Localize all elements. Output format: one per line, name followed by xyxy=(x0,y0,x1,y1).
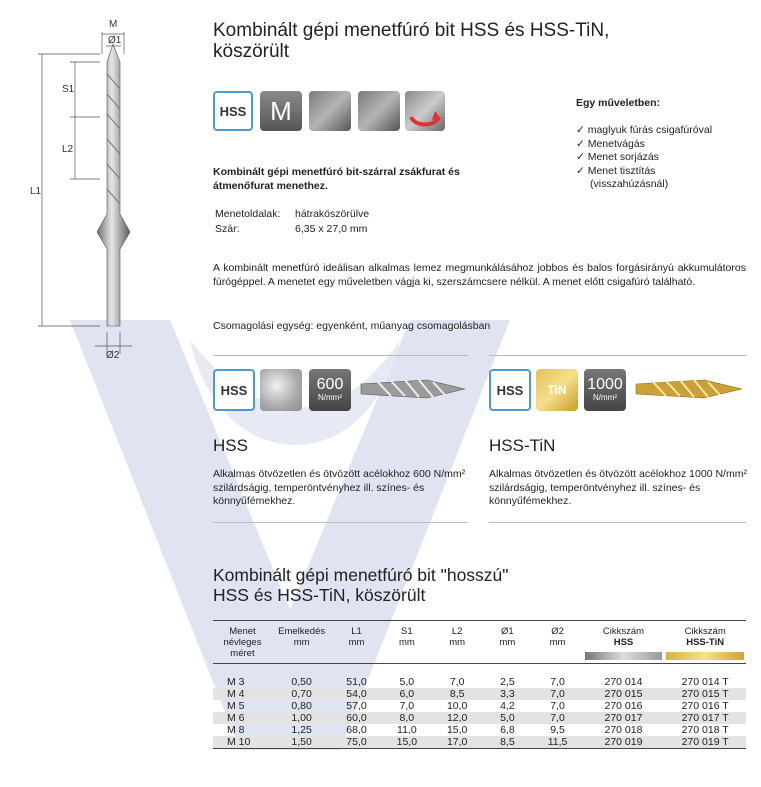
table-row xyxy=(213,736,746,749)
tin-coating-icon xyxy=(536,369,578,411)
operations-list xyxy=(576,124,712,192)
hss-variant-text: Alkalmas ötvözetlen és ötvözött acélokhoz 600 N/mm² szilárdságig, temperöntvényhez ill. színes- és könnyűfémekhez. xyxy=(213,468,466,507)
strength-icon xyxy=(584,369,626,411)
divider xyxy=(489,355,746,356)
intro-text: Kombinált gépi menetfúró bit-szárral zsákfurat és átmenőfurat menethez. xyxy=(213,166,460,192)
table-cell: 7,0 xyxy=(532,712,582,724)
table-cell: 7,0 xyxy=(399,700,415,712)
col-hss-code: Cikkszám HSS xyxy=(583,621,665,664)
table-spacer xyxy=(213,664,746,677)
spec-key: Menetoldalak: xyxy=(215,208,281,220)
tin-variant-text: Alkalmas ötvözetlen és ötvözött acélokhoz 1000 N/mm² szilárdságig, temperöntvényhez ill. színes- és könnyűfémekhez. xyxy=(489,468,747,507)
table-cell: 12,0 xyxy=(432,712,482,724)
blind-hole-icon xyxy=(358,91,400,131)
spec-key: Szár: xyxy=(215,223,240,235)
table-row xyxy=(213,676,746,688)
table-cell: 0,80 xyxy=(291,700,312,712)
table-row xyxy=(213,724,746,736)
table-cell: 6,8 xyxy=(500,724,515,736)
op-item: ✓ maglyuk fúrás csigafúróval xyxy=(576,124,712,138)
dim-d1-label: Ø1 xyxy=(108,35,122,46)
table-cell: 0,70 xyxy=(272,688,331,700)
table-cell: 1,50 xyxy=(272,736,331,749)
single-op-title: Egy műveletben: xyxy=(576,97,661,109)
strength-icon xyxy=(309,369,351,411)
table-cell: 5,0 xyxy=(399,676,415,688)
table-cell: 9,5 xyxy=(550,724,565,736)
title-line-2: köszörült xyxy=(213,41,290,62)
op-item: ✓ Menet tisztítás xyxy=(576,165,712,179)
divider xyxy=(213,355,468,356)
metric-icon-label: M xyxy=(270,95,292,126)
section-title xyxy=(213,565,509,605)
col-d2: Ø2 mm xyxy=(532,621,582,664)
table-cell: 6,0 xyxy=(382,688,432,700)
strength-value: 1000 xyxy=(587,376,623,393)
table-row xyxy=(213,700,746,712)
section-title-line-1: Kombinált gépi menetfúró bit "hosszú" xyxy=(213,565,509,585)
table-cell: 270 018 T xyxy=(681,724,729,736)
strength-unit: N/mm² xyxy=(593,393,617,402)
hss-drill-image xyxy=(357,368,469,410)
strength-unit: N/mm² xyxy=(318,393,342,402)
hss-tin-variant-icon xyxy=(489,369,531,411)
dim-m-label: M xyxy=(109,19,118,30)
table-cell: 270 016 xyxy=(604,700,643,712)
table-cell: 270 019 xyxy=(583,736,665,749)
tin-label: TiN xyxy=(547,383,567,397)
hss-badge-label: HSS xyxy=(496,382,524,398)
product-table xyxy=(213,620,746,749)
table-cell: 54,0 xyxy=(331,688,381,700)
metric-thread-icon xyxy=(260,91,302,131)
op-item: ✓ Menet sorjázás xyxy=(576,151,712,165)
table-cell: M 8 xyxy=(227,724,245,736)
table-cell: 8,5 xyxy=(482,736,532,749)
rotation-icon xyxy=(405,91,445,131)
col-pitch: Emelkedés mm xyxy=(272,621,331,664)
table-cell: 270 014 xyxy=(604,676,643,688)
tap-drill-drawing xyxy=(20,14,200,364)
table-row xyxy=(213,712,746,724)
hss-variant-title: HSS xyxy=(213,436,248,455)
section-title-line-2: HSS és HSS-TiN, köszörült xyxy=(213,585,426,605)
dim-s1-label: S1 xyxy=(62,84,75,95)
table-cell: 15,0 xyxy=(382,736,432,749)
hss-icon-label: HSS xyxy=(219,103,247,119)
table-cell: 57,0 xyxy=(346,700,367,712)
col-s1: S1 mm xyxy=(382,621,432,664)
table-cell: 270 017 T xyxy=(664,712,746,724)
table-cell: 10,0 xyxy=(446,700,468,712)
table-cell: 7,0 xyxy=(532,688,582,700)
col-l2: L2 mm xyxy=(432,621,482,664)
title-line-1: Kombinált gépi menetfúró bit HSS és HSS-TiN, xyxy=(213,20,610,41)
tin-drill-image xyxy=(632,368,746,410)
col-d1: Ø1 mm xyxy=(482,621,532,664)
table-cell: 270 014 T xyxy=(681,676,729,688)
spec-table xyxy=(213,206,371,238)
table-cell: 270 019 T xyxy=(664,736,746,749)
table-cell: 270 017 xyxy=(583,712,665,724)
hss-color-bar xyxy=(585,652,663,660)
table-cell: 68,0 xyxy=(346,724,367,736)
table-cell: M 4 xyxy=(213,688,272,700)
table-cell: 270 016 T xyxy=(681,700,729,712)
table-cell: 270 018 xyxy=(604,724,643,736)
dim-d2-label: Ø2 xyxy=(106,350,120,361)
table-row xyxy=(213,688,746,700)
bright-finish-icon xyxy=(260,369,302,411)
strength-value: 600 xyxy=(316,376,344,393)
table-cell: M 5 xyxy=(227,700,245,712)
dim-l1-label: L1 xyxy=(30,186,42,197)
table-cell: 75,0 xyxy=(331,736,381,749)
hss-variant-icon xyxy=(213,369,255,411)
spec-value: 6,35 x 27,0 mm xyxy=(295,223,368,235)
table-cell: M 3 xyxy=(227,676,245,688)
tin-variant-title: HSS-TiN xyxy=(489,436,556,455)
op-item: ✓ Menetvágás xyxy=(576,138,712,152)
table-cell: 7,0 xyxy=(550,700,565,712)
table-cell: 0,50 xyxy=(291,676,312,688)
hex-shank-icon xyxy=(309,91,351,131)
table-cell: 51,0 xyxy=(346,676,367,688)
table-cell: 11,0 xyxy=(397,724,417,736)
col-l1: L1 mm xyxy=(331,621,381,664)
tin-color-bar xyxy=(666,652,744,660)
table-cell: 15,0 xyxy=(446,724,468,736)
table-cell: 270 015 T xyxy=(664,688,746,700)
table-cell: 7,0 xyxy=(449,676,465,688)
dim-l2-label: L2 xyxy=(62,144,74,155)
table-cell: 2,5 xyxy=(500,676,515,688)
table-cell: 8,5 xyxy=(432,688,482,700)
table-cell: 11,5 xyxy=(532,736,582,749)
table-header-row xyxy=(213,621,746,664)
col-tin-code: Cikkszám HSS-TiN xyxy=(664,621,746,664)
table-cell: 1,00 xyxy=(272,712,331,724)
hss-badge-label: HSS xyxy=(220,382,248,398)
table-cell: 60,0 xyxy=(331,712,381,724)
table-cell: M 6 xyxy=(213,712,272,724)
hss-material-icon xyxy=(213,91,253,131)
divider xyxy=(489,522,746,523)
table-cell: 8,0 xyxy=(382,712,432,724)
table-cell: 17,0 xyxy=(432,736,482,749)
table-cell: 5,0 xyxy=(482,712,532,724)
spec-value: hátraköszörülve xyxy=(295,208,370,220)
packaging-note: Csomagolási egység: egyenként, műanyag csomagolásban xyxy=(213,320,491,332)
page-title xyxy=(213,20,633,62)
description-paragraph: A kombinált menetfúró ideálisan alkalmas lemez megmunkálásához jobbos és balos forgásirányú akkumulátoros fúrógéppel. A menetet egy műveletben vágja ki, szerszámcsere nélkül. A menet előtt csigafúró található. xyxy=(213,262,746,288)
table-cell: 1,25 xyxy=(291,724,312,736)
table-cell: 4,2 xyxy=(500,700,515,712)
op-sub-note: (visszahúzásnál) xyxy=(590,178,669,190)
table-cell: 270 015 xyxy=(583,688,665,700)
divider xyxy=(213,522,468,523)
table-cell: 3,3 xyxy=(482,688,532,700)
table-cell: 7,0 xyxy=(550,676,565,688)
col-thread: Menet névleges méret xyxy=(213,621,272,664)
table-cell: M 10 xyxy=(213,736,272,749)
